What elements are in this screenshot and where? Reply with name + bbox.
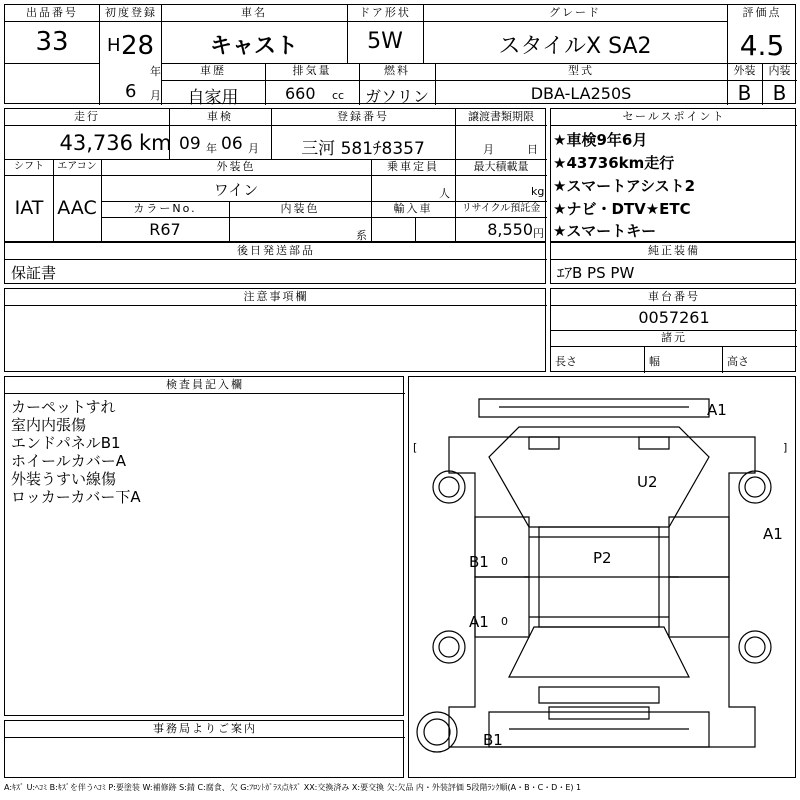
car-name-label: 車名 <box>241 6 267 19</box>
displacement-label: 排気量 <box>292 64 332 77</box>
car-outline-drawing <box>409 377 795 777</box>
model-label: 型式 <box>568 64 594 77</box>
mark-right-a1: A1 <box>763 525 783 543</box>
score-label: 評価点 <box>742 6 782 19</box>
sales-point-item: ★スマートキー <box>553 222 657 240</box>
doors-label: ドア形状 <box>359 6 411 19</box>
office-label: 事務局よりご案内 <box>153 722 257 735</box>
first-reg-month: 6 <box>125 81 137 102</box>
later-parts-section <box>4 242 546 284</box>
sales-point-item: ★43736km走行 <box>553 154 675 172</box>
grade-value: スタイルX SA2 <box>498 34 652 59</box>
int-color-unit: 系 <box>356 229 367 242</box>
recycle-value: 8,550 <box>487 220 533 239</box>
capacity-unit: 人 <box>439 187 450 200</box>
inspector-note: ロッカーカバー下A <box>11 488 141 506</box>
inspector-note: ホイールカバーA <box>11 452 126 470</box>
aircon-label: エアコン <box>57 161 97 172</box>
max-load-unit: kg <box>531 185 545 198</box>
import-label: 輸入車 <box>393 202 433 215</box>
legend-text: A:ｷｽﾞ U:ﾍｺﾐ B:ｷｽﾞを伴うﾍｺﾐ P:要塗装 W:補修跡 S:錆 C:腐食、欠 G:ﾌﾛﾝﾄｶﾞﾗｽ点ｷｽﾞ XX:交換済み X:要交換 欠:欠品 内・外装評価 5段階ﾗﾝｸ順(A・B・C・D・E) 1 <box>4 783 582 792</box>
color-no-value: R67 <box>149 220 181 239</box>
transfer-day-unit: 日 <box>527 143 538 156</box>
history-label: 車歴 <box>200 64 226 77</box>
inspector-label: 検査員記入欄 <box>166 378 244 391</box>
first-reg-era: H <box>107 35 121 56</box>
mark-front-a1: A1 <box>707 401 727 419</box>
displacement-unit: cc <box>332 89 345 102</box>
shift-value: IAT <box>14 197 44 219</box>
mileage-unit: km <box>139 131 172 155</box>
model-value: DBA-LA250S <box>530 84 632 103</box>
chassis-section <box>550 288 796 372</box>
inspection-month: 06 <box>221 134 243 154</box>
dims-width-label: 幅 <box>649 355 660 368</box>
reg-no-value: 三河 581ﾁ8357 <box>301 139 425 159</box>
inspector-note: 外装うすい線傷 <box>11 470 117 488</box>
mark-zero: 0 <box>501 555 508 568</box>
int-score-label: 内装 <box>768 64 791 77</box>
inspection-year: 09 <box>179 134 201 154</box>
mark-door-a1: A1 <box>469 613 489 631</box>
first-reg-label: 初度登録 <box>105 6 157 19</box>
int-color-label: 内装色 <box>280 202 320 215</box>
inspector-section <box>4 376 404 716</box>
first-reg-year: 28 <box>121 31 155 61</box>
mark-rear-b1: B1 <box>483 731 503 749</box>
car-name: キャスト <box>209 34 298 59</box>
car-diagram <box>408 376 796 778</box>
sales-points-section <box>550 108 796 242</box>
inspection-year-unit: 年 <box>206 142 217 155</box>
dims-label: 諸元 <box>661 331 687 344</box>
mark-roof-p2: P2 <box>593 549 612 567</box>
inspection-month-unit: 月 <box>248 142 259 155</box>
chassis-label: 車台番号 <box>648 290 700 303</box>
transfer-month-unit: 月 <box>483 143 494 156</box>
sales-point-item: ★ナビ・DTV★ETC <box>553 200 691 218</box>
top-section <box>4 4 796 108</box>
inspector-note: エンドパネルB1 <box>11 434 121 452</box>
shift-label: シフト <box>14 161 44 172</box>
lot-number: 33 <box>35 27 69 57</box>
first-reg-month-unit: 月 <box>150 89 161 102</box>
ext-score-label: 外装 <box>733 64 756 77</box>
mark-bracket: [ <box>413 441 418 454</box>
ext-score-value: B <box>737 81 752 105</box>
fuel-value: ガソリン <box>364 87 429 106</box>
score-value: 4.5 <box>739 29 785 62</box>
inspection-label: 車検 <box>207 110 233 123</box>
doors-value: 5W <box>367 29 403 54</box>
history-value: 自家用 <box>187 88 239 108</box>
transfer-label: 譲渡書類期限 <box>468 110 534 123</box>
aircon-value: AAC <box>57 197 97 219</box>
first-reg-year-unit: 年 <box>150 65 161 78</box>
mileage-value: 43,736 <box>59 131 133 155</box>
recycle-unit: 円 <box>533 227 544 240</box>
office-section <box>4 720 404 778</box>
ext-color-label: 外装色 <box>216 160 256 173</box>
mark-zero: 0 <box>501 615 508 628</box>
sales-point-item: ★スマートアシスト2 <box>553 177 696 195</box>
reg-no-label: 登録番号 <box>337 110 389 123</box>
equipment-label: 純正装備 <box>648 244 700 257</box>
mark-door-b1: B1 <box>469 553 489 571</box>
detail-section <box>4 108 546 242</box>
dims-length-label: 長さ <box>555 355 577 368</box>
mileage-label: 走行 <box>74 110 100 123</box>
recycle-label: リサイクル預託金 <box>461 203 541 214</box>
later-parts-label: 後日発送部品 <box>237 244 315 257</box>
color-no-label: カラーNo. <box>133 202 197 215</box>
later-parts-value: 保証書 <box>11 264 57 282</box>
dims-height-label: 高さ <box>727 355 749 368</box>
equipment-value: ｴｱB PS PW <box>557 264 635 282</box>
chassis-value: 0057261 <box>638 308 710 327</box>
mark-hood-u2: U2 <box>637 473 658 491</box>
inspector-note: カーペットすれ <box>11 398 116 416</box>
lot-label: 出品番号 <box>26 6 78 19</box>
sales-point-item: ★車検9年6月 <box>553 131 648 149</box>
equipment-section <box>550 242 796 284</box>
notes-section <box>4 288 546 372</box>
displacement-value: 660 <box>285 84 316 103</box>
mark-bracket: ] <box>783 441 788 454</box>
inspector-note: 室内内張傷 <box>11 416 87 434</box>
ext-color-value: ワイン <box>213 181 259 199</box>
grade-label: グレード <box>549 6 601 19</box>
max-load-label: 最大積載量 <box>473 160 529 173</box>
int-score-value: B <box>772 81 787 105</box>
sales-points-label: セールスポイント <box>622 110 726 123</box>
notes-label: 注意事項欄 <box>243 290 309 303</box>
capacity-label: 乗車定員 <box>387 160 439 173</box>
fuel-label: 燃料 <box>384 64 410 77</box>
